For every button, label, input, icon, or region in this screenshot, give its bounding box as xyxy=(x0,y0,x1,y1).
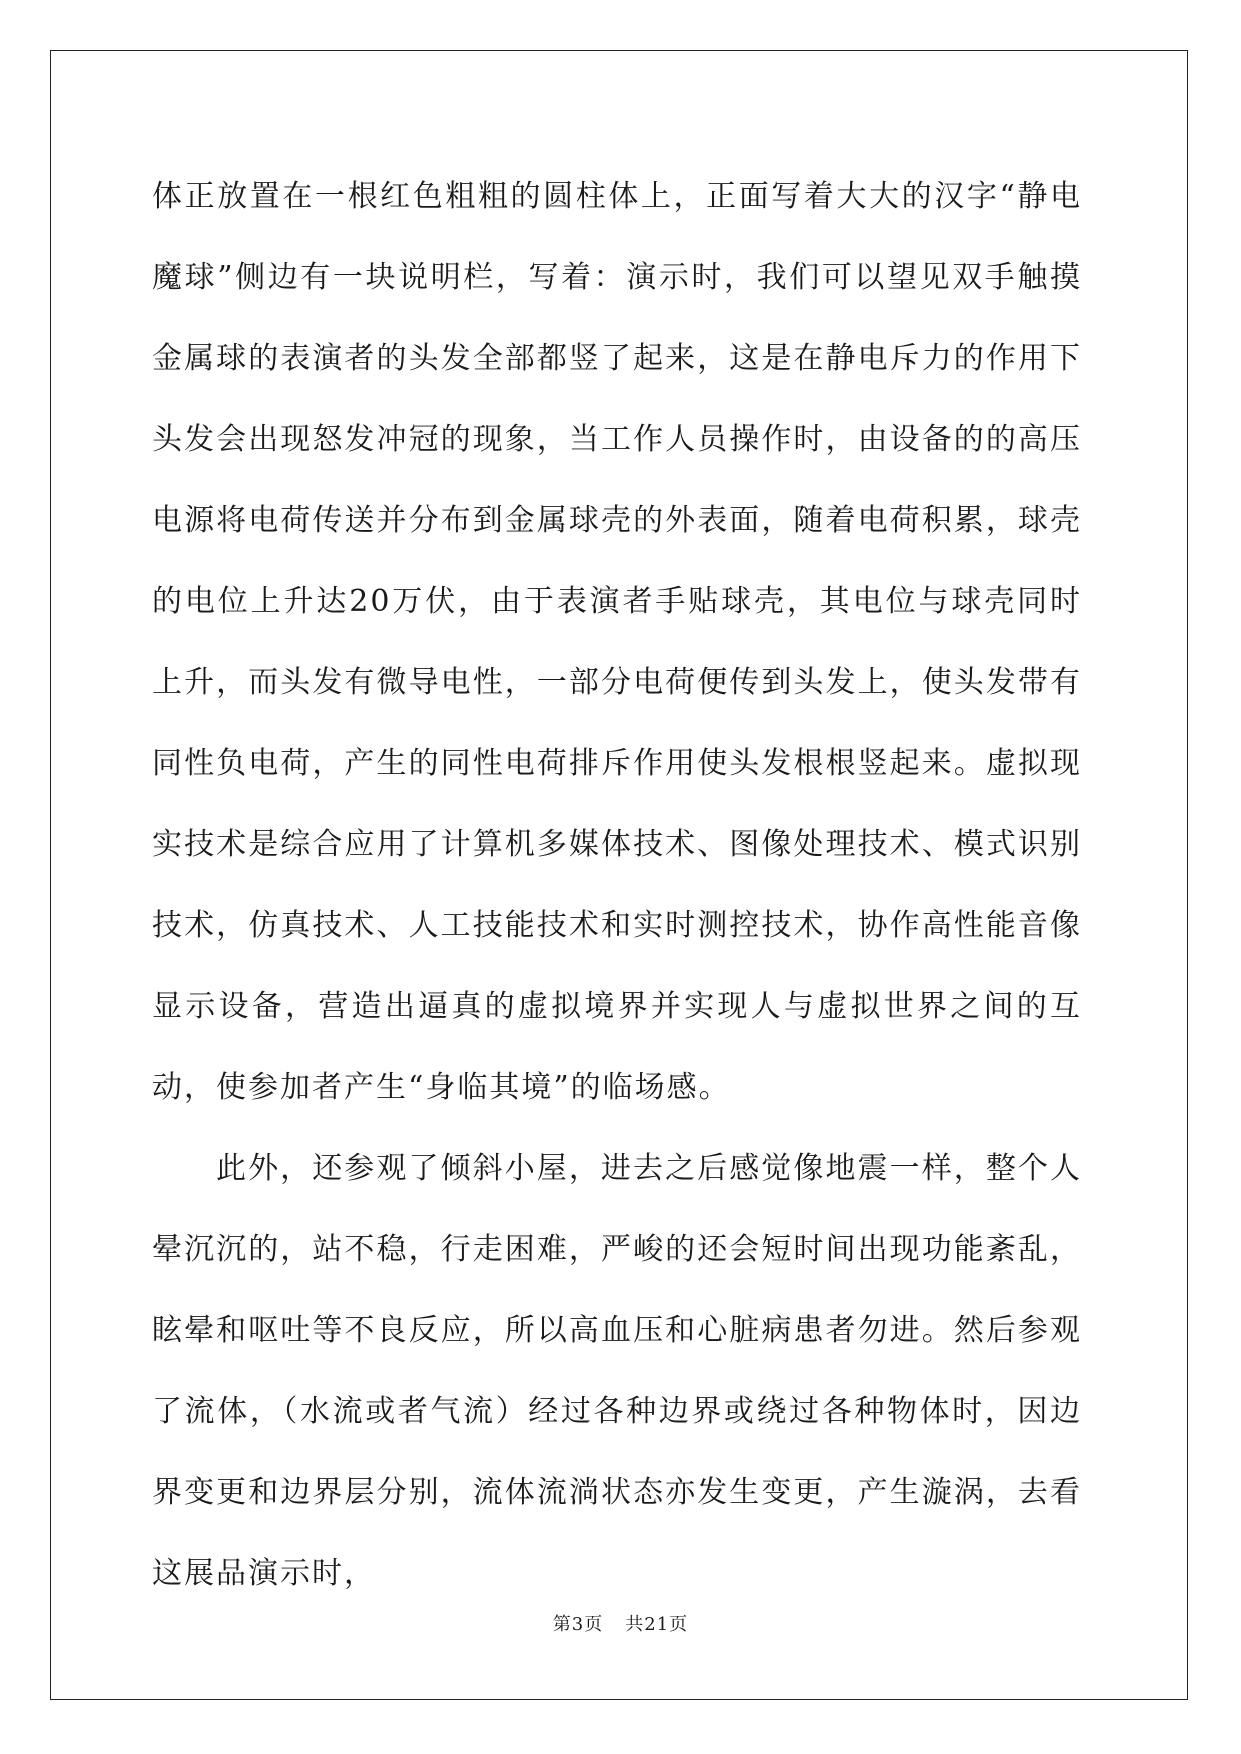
paragraph-continued: 体正放置在一根红色粗粗的圆柱体上，正面写着大大的汉字“静电魔球”侧边有一块说明栏，写着：演示时，我们可以望见双手触摸金属球的表演者的头发全部都竖了起来，这是在静电斥力的作用下头发会出现怒发冲冠的现象，当工作人员操作时，由设备的的高压电源将电荷传送并分布到金属球壳的外表面，随着电荷积累，球壳的电位上升达20万伏，由于表演者手贴球壳，其电位与球壳同时上升，而头发有微导电性，一部分电荷便传到头发上，使头发带有同性负电荷，产生的同性电荷排斥作用使头发根根竖起来。虚拟现实技术是综合应用了计算机多媒体技术、图像处理技术、模式识别技术，仿真技术、人工技能技术和实时测控技术，协作高性能音像显示设备，营造出逼真的虚拟境界并实现人与虚拟世界之间的互动，使参加者产生“身临其境”的临场感。 xyxy=(152,179,1082,1105)
body-text xyxy=(152,156,1082,1614)
page-footer xyxy=(0,1610,1241,1636)
page-number: 第3页 xyxy=(552,1614,604,1635)
paragraph-tilted-house: 此外，还参观了倾斜小屋，进去之后感觉像地震一样，整个人晕沉沉的，站不稳，行走困难，严峻的还会短时间出现功能紊乱，眩晕和呕吐等不良反应，所以高血压和心脏病患者勿进。然后参观了流体，（水流或者气流）经过各种边界或绕过各种物体时，因边界变更和边界层分别，流体流淌状态亦发生变更，产生漩涡，去看这展品演示时， xyxy=(152,1151,1082,1591)
page-total: 共21页 xyxy=(625,1614,689,1635)
